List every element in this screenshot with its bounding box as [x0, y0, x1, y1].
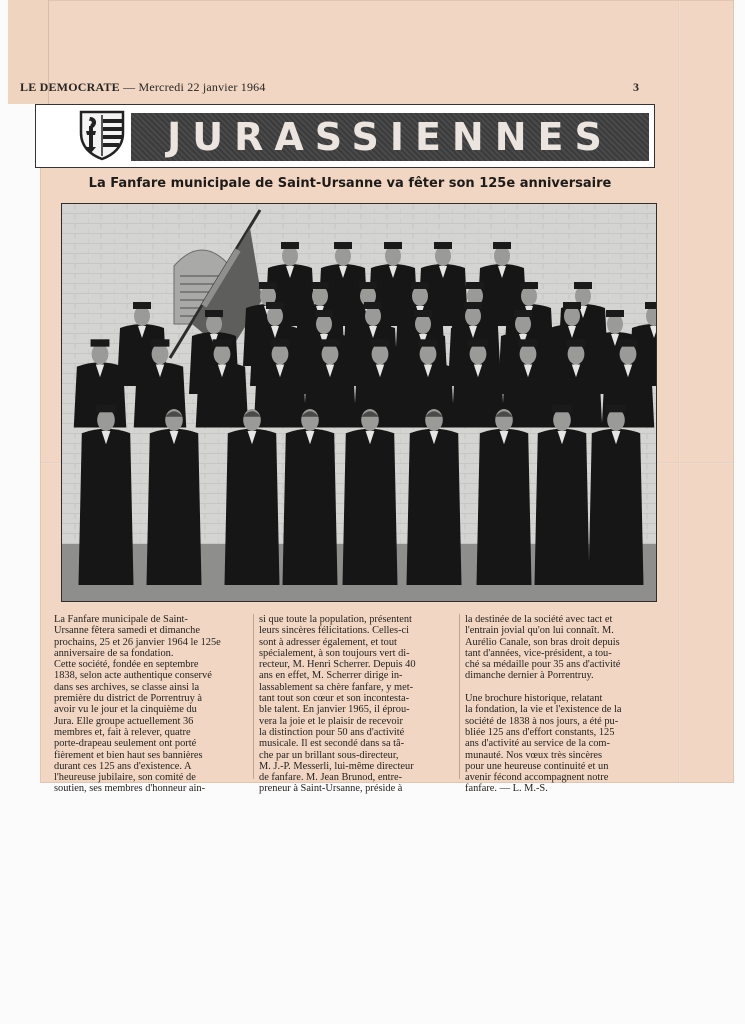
- musician-figure: [589, 405, 644, 585]
- article-text-line: société de 1838 à nos jours, a été pu-: [465, 715, 619, 727]
- musician-figure: [407, 409, 462, 585]
- article-text-line: durant ces 125 ans d'existence. A: [54, 760, 192, 772]
- newspaper-name: LE DEMOCRATE: [20, 80, 120, 94]
- group-photo-image: [62, 204, 656, 601]
- article-column-2: [259, 614, 455, 795]
- article-text-line: Ursanne fêtera samedi et dimanche: [54, 625, 200, 637]
- article-text-line: M. J.-P. Messerli, lui-même directeur: [259, 760, 414, 772]
- article-column-1: [54, 614, 250, 795]
- musician-figure: [283, 409, 338, 585]
- article-text-line: sont à adresser également, et tout: [259, 636, 397, 648]
- publication-date: Mercredi 22 janvier 1964: [138, 80, 266, 94]
- musician-figure: [477, 409, 532, 585]
- article-text-line: 1838, selon acte authentique conservé: [54, 670, 212, 682]
- article-text-line: dans ses archives, se classe ainsi la: [54, 681, 200, 693]
- article-text-line: tant d'années, vice-président, a tou-: [465, 647, 612, 659]
- musician-figure: [225, 409, 280, 585]
- article-text-line: avoir vu le jour et la cinquième du: [54, 704, 197, 716]
- article-text-line: munauté. Nos vœux très sincères: [465, 749, 603, 761]
- article-text-line: prochains, 25 et 26 janvier 1964 le 125e: [54, 636, 221, 648]
- article-text-line: vera la joie et le plaisir de recevoir: [259, 715, 403, 727]
- article-text-line: ans d'activité au service de la com-: [465, 738, 610, 750]
- article-text-line: fanfare. — L. M.-S.: [465, 783, 548, 795]
- article-text-line: la distinction pour 50 ans d'activité: [259, 726, 405, 738]
- article-text-line: Aurélio Canale, son bras droit depuis: [465, 636, 620, 648]
- section-banner: [35, 104, 655, 168]
- banner-title-bar: [131, 113, 649, 161]
- paper-fold: [678, 0, 680, 783]
- article-text-line: Une brochure historique, relatant: [465, 693, 603, 705]
- header-dash: —: [123, 80, 139, 94]
- crosier-shield-icon: [78, 109, 126, 161]
- article-text-line: recteur, M. Henri Scherrer. Depuis 40: [259, 659, 416, 671]
- article-headline: La Fanfare municipale de Saint-Ursanne va fêter son 125e anniversaire: [88, 176, 612, 191]
- article-text-line: fièrement et bien haut ses bannières: [54, 749, 203, 761]
- article-column-3: [465, 614, 661, 795]
- article-text-line: ans en effet, M. Scherrer dirige in-: [259, 670, 403, 682]
- article-text-line: bliée 125 ans d'effort constants, 125: [465, 726, 615, 738]
- article-text-line: tant tout son cœur et son incontesta-: [259, 693, 410, 705]
- article-text-line: che par un brillant sous-directeur,: [259, 749, 399, 761]
- musician-figure: [147, 409, 202, 585]
- group-photo: [61, 203, 657, 602]
- article-text-line: pour une heureuse continuité et un: [465, 760, 609, 772]
- musician-figure: [535, 405, 590, 585]
- article-text-line: soutien, ses membres d'honneur ain-: [54, 783, 206, 795]
- newspaper-header: [20, 80, 266, 95]
- article-text-line: La Fanfare municipale de Saint-: [54, 614, 188, 625]
- article-text-line: la destinée de la société avec tact et: [465, 614, 613, 625]
- section-title: JURASSIENNES: [167, 115, 613, 159]
- article-text-line: la fondation, la vie et l'existence de la: [465, 704, 622, 716]
- article-text-line: l'heureuse jubilaire, son comité de: [54, 772, 196, 784]
- article-text-line: lassablement sa chère fanfare, y met-: [259, 681, 414, 693]
- article-text-line: ble talent. En janvier 1965, il éprou-: [259, 704, 410, 716]
- article-text-line: spécialement, à son toujours vert di-: [259, 647, 410, 659]
- article-text-line: leurs sincères félicitations. Celles-ci: [259, 625, 410, 637]
- column-rule: [253, 614, 254, 779]
- article-text-line: anniversaire de sa fondation.: [54, 647, 174, 659]
- article-text-line: musicale. Il est secondé dans sa tâ-: [259, 738, 405, 750]
- article-text-line: porte-drapeau seulement ont porté: [54, 738, 197, 750]
- column-rule: [459, 614, 460, 779]
- musician-figure: [343, 409, 398, 585]
- article-text-line: [465, 682, 661, 693]
- musician-figure: [79, 405, 134, 585]
- article-text-line: preneur à Saint-Ursanne, préside à: [259, 783, 403, 795]
- article-text-line: Jura. Elle groupe actuellement 36: [54, 715, 194, 727]
- page-number: 3: [633, 80, 639, 94]
- article-text-line: de fanfare. M. Jean Brunod, entre-: [259, 772, 403, 784]
- article-text-line: avenir fécond accompagnent notre: [465, 772, 609, 784]
- article-text-line: dimanche dernier à Porrentruy.: [465, 670, 594, 682]
- article-text-line: Cette société, fondée en septembre: [54, 659, 199, 671]
- article-text-line: membres et, fait à relever, quatre: [54, 726, 191, 738]
- article-text-line: l'entrain jovial qu'on lui connaît. M.: [465, 625, 614, 637]
- article-text-line: si que toute la population, présentent: [259, 614, 412, 625]
- article-text-line: ché sa médaille pour 35 ans d'activité: [465, 659, 621, 671]
- article-text-line: première du district de Porrentruy à: [54, 693, 203, 705]
